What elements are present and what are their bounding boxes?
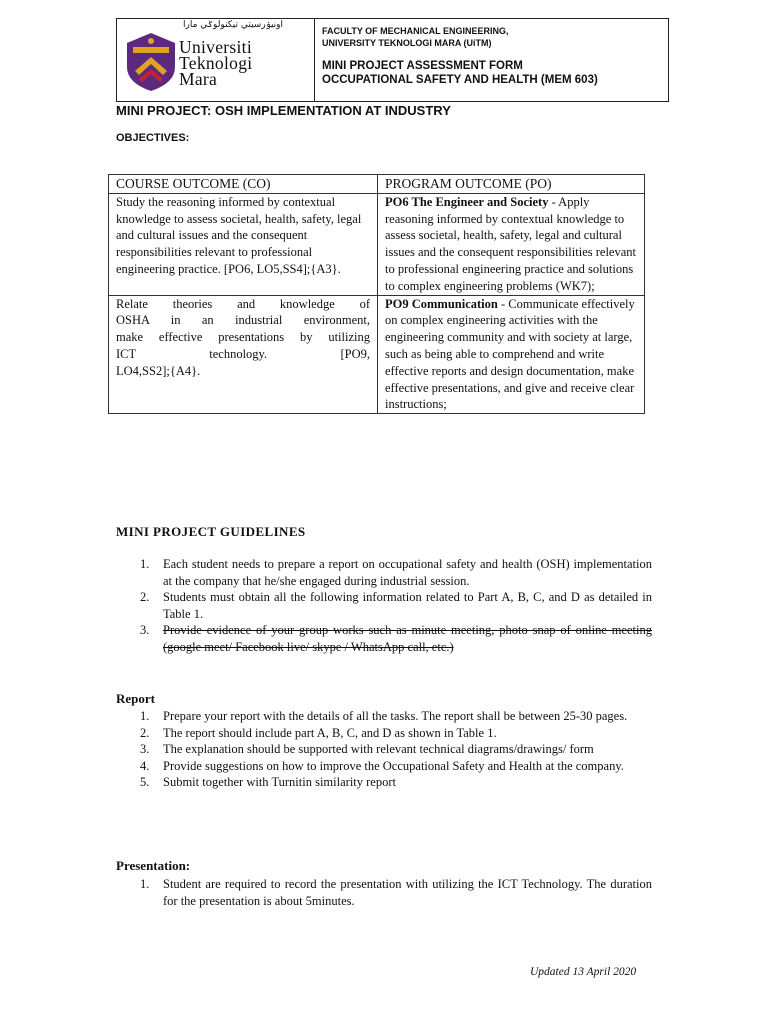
list-number: 4. [140, 758, 150, 773]
report-list [116, 708, 652, 791]
list-number: 2. [140, 590, 150, 605]
po9-text: - Communicate effectively on complex engineering activities with the engineering community and with society at large, such as being able to comprehend and write effective reports and design documentation, make [385, 296, 635, 378]
list-item [116, 589, 652, 622]
list-text: Students must obtain all the following information related to Part A, B, C, and D as detailed in Table 1. [163, 590, 652, 621]
co-cell-2 [109, 295, 378, 414]
logo-line-3: Mara [179, 69, 218, 89]
co2-line-3: make effective presentations by utilizing [116, 330, 370, 345]
crest-gold-band [133, 47, 169, 53]
uitm-crest-icon [123, 31, 179, 93]
co-header: COURSE OUTCOME (CO) [109, 175, 378, 194]
po-header: PROGRAM OUTCOME (PO) [378, 175, 645, 194]
outcomes-table [108, 174, 645, 414]
faculty-line-2: UNIVERSITY TEKNOLOGI MARA (UiTM) [322, 38, 492, 48]
list-item [116, 725, 652, 742]
list-number: 1. [140, 709, 150, 723]
form-title-line-1: MINI PROJECT ASSESSMENT FORM [322, 60, 523, 72]
list-text: Each student needs to prepare a report on occupational safety and health (OSH) implementation at the company that he/she engaged during industrial session. [163, 557, 652, 588]
list-item [116, 556, 652, 589]
table-header-row [109, 175, 645, 194]
po9-text-block [385, 296, 637, 380]
co2-line-5: LO4,SS2];{A4}. [116, 363, 201, 378]
logo-wordmark [179, 39, 252, 87]
logo-line-1: Universiti [179, 37, 252, 57]
list-item [116, 741, 652, 758]
po6-text: - Apply reasoning informed by contextual knowledge to assess societal, health, safety, legal and cultural issues and the consequent responsibilities relevant to professional engineering practice and solutions to complex engineering problems (WK7); [385, 194, 636, 293]
po-cell-2 [378, 295, 645, 414]
list-item [116, 774, 652, 791]
list-item [116, 708, 652, 725]
list-text: Student are required to record the presentation with utilizing the ICT Technology. The duration for the presentation is about 5minutes. [163, 877, 652, 908]
list-text: The explanation should be supported with relevant technical diagrams/drawings/ form [163, 742, 594, 757]
form-title [322, 59, 598, 87]
presentation-list [116, 876, 652, 909]
po6-label: PO6 The Engineer and Society [385, 194, 549, 209]
form-title-line-2: OCCUPATIONAL SAFETY AND HEALTH (MEM 603) [322, 74, 598, 86]
po9-label: PO9 Communication [385, 296, 498, 311]
crest-dot [148, 38, 154, 44]
po-cell-1 [378, 193, 645, 295]
table-row [109, 295, 645, 414]
list-number: 1. [140, 557, 150, 571]
faculty-name [322, 25, 509, 49]
list-item [116, 876, 652, 909]
presentation-heading: Presentation: [116, 858, 191, 873]
logo-line-2: Teknologi [179, 53, 253, 73]
guidelines-title: MINI PROJECT GUIDELINES [116, 524, 306, 539]
list-number: 2. [140, 725, 150, 740]
updated-date: Updated 13 April 2020 [530, 966, 637, 978]
co-cell-1: Study the reasoning informed by contextual knowledge to assess societal, health, safety, legal and cultural issues and the consequent responsibilities relevant to professional engineering practice. [PO6, LO5,SS4];{A3}. [109, 193, 378, 295]
header-box [116, 18, 669, 102]
list-item [116, 758, 652, 775]
report-heading: Report [116, 691, 155, 706]
co2-line-4: ICT technology. [PO9, [116, 346, 370, 361]
co2-line-1: Relate theories and knowledge of [116, 296, 370, 311]
list-text: Submit together with Turnitin similarity report [163, 775, 396, 790]
po9-text-2: effective presentations, and give and receive clear instructions; [385, 380, 635, 412]
list-number: 3. [140, 742, 150, 757]
uitm-logo [117, 19, 315, 101]
objectives-label: OBJECTIVES: [116, 132, 190, 144]
list-text: Provide evidence of your group works such as minute meeting, photo snap of online meeting (google meet/ Facebook live/ skype / WhatsApp call, etc.) [163, 623, 652, 654]
list-number: 3. [140, 623, 150, 638]
list-text: Provide suggestions on how to improve the Occupational Safety and Health at the company. [163, 758, 624, 773]
page-title: MINI PROJECT: OSH IMPLEMENTATION AT INDUSTRY [116, 103, 451, 118]
list-item-struck [116, 622, 652, 655]
list-number: 1. [140, 877, 150, 891]
guidelines-list [116, 556, 652, 656]
table-row [109, 193, 645, 295]
list-number: 5. [140, 775, 150, 790]
list-text: The report should include part A, B, C, and D as shown in Table 1. [163, 725, 497, 740]
faculty-line-1: FACULTY OF MECHANICAL ENGINEERING, [322, 26, 509, 36]
list-text: Prepare your report with the details of all the tasks. The report shall be between 25-30 pages. [163, 709, 628, 723]
logo-jawi-text: اونيۏرسيتي تيكنولوݢي مارا [183, 20, 284, 30]
co2-line-2: OSHA in an industrial environment, [116, 313, 370, 328]
